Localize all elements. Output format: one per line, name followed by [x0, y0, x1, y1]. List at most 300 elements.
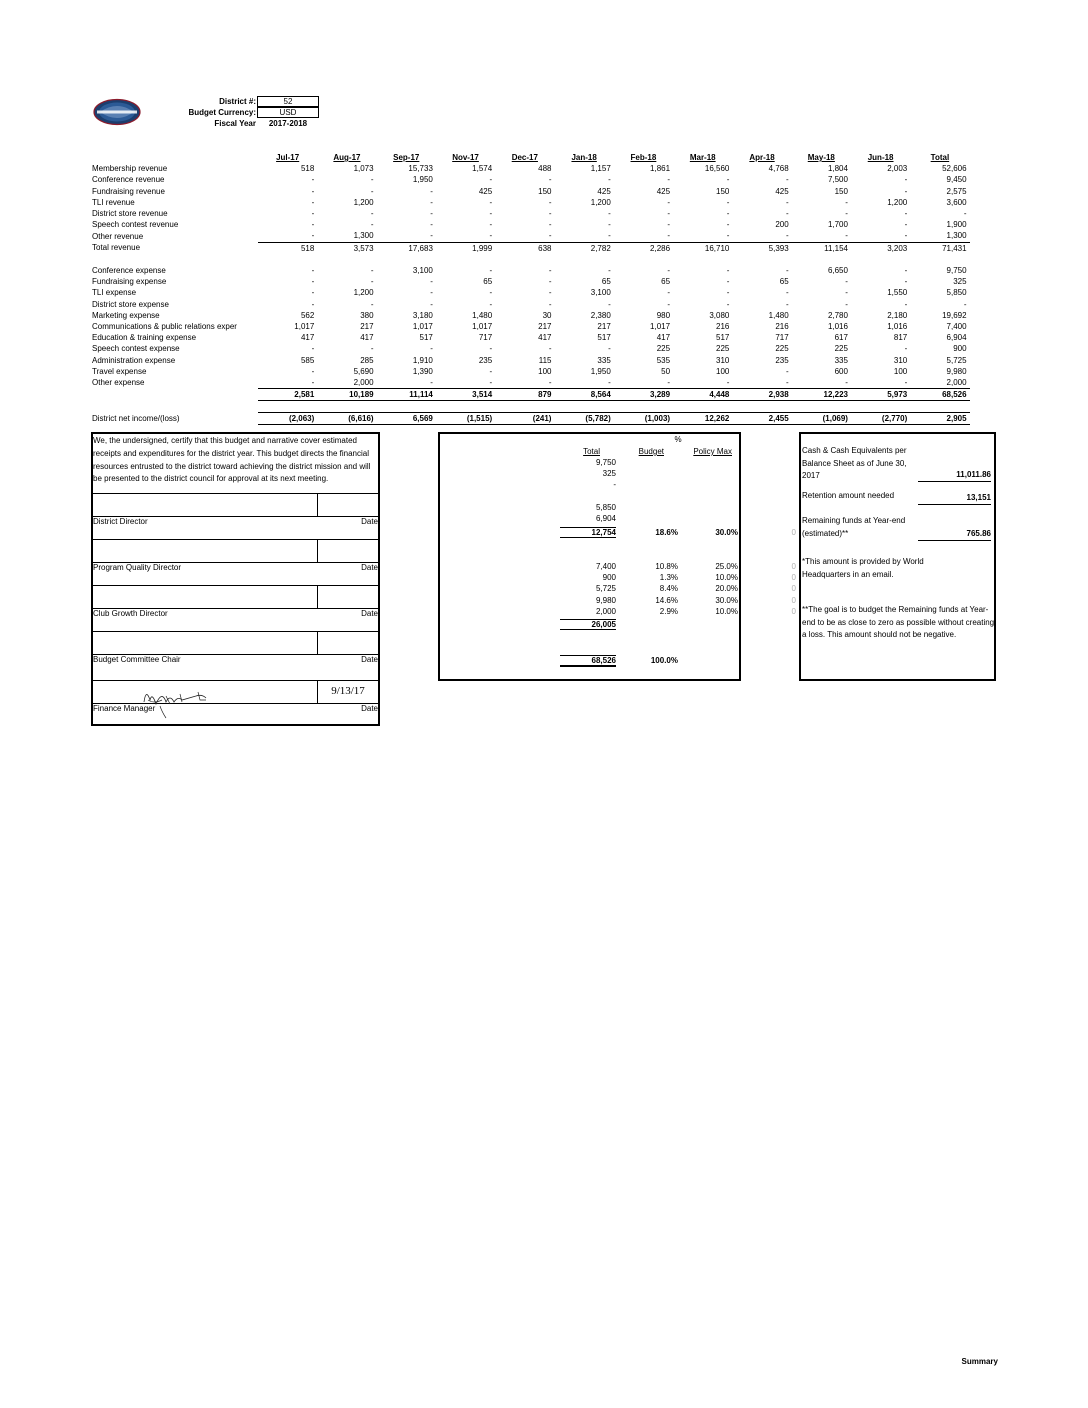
column-header [851, 152, 910, 163]
cell-value: - [489, 209, 493, 219]
cell-value: 2,905 [910, 412, 969, 424]
policy-top-value: 9,750 [595, 458, 616, 467]
date-divider [317, 681, 318, 703]
column-header-text: Jun-18 [867, 153, 894, 162]
cell-value [317, 401, 376, 412]
cell-value: - [726, 266, 730, 276]
toastmasters-logo [92, 98, 142, 126]
cell-value: 16,560 [704, 164, 730, 174]
cell-value: 425 [478, 186, 493, 196]
date-label: Date [361, 704, 378, 713]
cell-value: 115 [538, 355, 552, 365]
cell-value: 1,950 [412, 175, 433, 185]
cell-value: - [667, 299, 671, 309]
cell-value: - [667, 197, 671, 207]
policy-col-total: Total [583, 447, 600, 456]
cell-value: 65 [661, 277, 671, 287]
policy-group2-total: 7,400 [595, 562, 616, 571]
cell-value: 425 [656, 186, 671, 196]
cell-value: 425 [775, 186, 789, 196]
row-label: Membership revenue [92, 164, 168, 174]
policy-group2-policy: 20.0% [715, 584, 738, 594]
cell-value: 817 [893, 333, 908, 343]
policy-group2-total: 900 [602, 573, 616, 583]
row-label: District store revenue [92, 209, 168, 219]
cell-value: - [548, 220, 552, 230]
cell-value: 4,768 [768, 164, 789, 174]
policy-group2-budget: 8.4% [659, 584, 678, 594]
cell-value [910, 401, 969, 412]
signature-field[interactable] [92, 539, 379, 563]
cell-value: 562 [300, 310, 315, 320]
column-header [495, 152, 554, 163]
cell-value: 517 [716, 333, 730, 343]
cell-value: 488 [538, 164, 552, 174]
cell-value: 1,574 [472, 164, 493, 174]
signer-role: Budget Committee Chair [93, 655, 181, 664]
column-header [732, 152, 791, 163]
cell-value: 19,692 [942, 310, 967, 320]
column-header [614, 152, 673, 163]
cell-value [732, 254, 791, 265]
cell-value: - [311, 209, 315, 219]
cell-value: 1,200 [353, 197, 374, 207]
cell-value: - [430, 231, 433, 241]
cell-value: 2,780 [827, 310, 848, 320]
cell-value [377, 401, 436, 412]
signer-role: Program Quality Director [93, 563, 182, 572]
district-label: District #: [219, 97, 256, 106]
cell-value: 65 [601, 277, 611, 287]
cell-value: 200 [775, 220, 789, 230]
cell-value: 2,938 [732, 389, 791, 401]
cell-value: 517 [419, 333, 433, 343]
cell-value: 1,157 [590, 164, 611, 174]
cell-value: 310 [716, 355, 730, 365]
cash-note-2: **The goal is to budget the Remaining funds at Year-end to be as close to zero as possible without creating a loss. This amount should not be negative. [802, 605, 995, 640]
cell-value [554, 254, 613, 265]
cell-value: 9,980 [946, 366, 967, 376]
signer-role: Finance Manager [93, 704, 156, 713]
cell-value: - [370, 299, 374, 309]
cell-value [673, 401, 732, 412]
policy-group2-policy: 10.0% [715, 606, 738, 616]
policy-flag: 0 [791, 584, 796, 594]
cell-value: 2,286 [614, 242, 673, 254]
expense-row [92, 265, 970, 276]
cell-value: - [430, 209, 433, 219]
cell-value: 68,526 [910, 389, 969, 401]
cell-value: 425 [597, 186, 611, 196]
district-value[interactable]: 52 [257, 96, 319, 107]
column-header [377, 152, 436, 163]
policy-group2-budget: 1.3% [659, 573, 678, 583]
cell-value: 150 [538, 186, 552, 196]
cell-value: 225 [834, 344, 848, 354]
cell-value: 235 [478, 355, 493, 365]
row-label: Fundraising expense [92, 277, 167, 287]
row-label: Fundraising revenue [92, 186, 165, 196]
cell-value: 2,380 [590, 310, 611, 320]
cell-value: - [430, 299, 433, 309]
policy-group1-value: 5,850 [595, 503, 616, 512]
cell-value: 12,262 [673, 412, 732, 424]
cell-value: - [370, 277, 374, 287]
cell-value: 5,725 [946, 355, 967, 365]
revenue-row [92, 208, 970, 219]
row-label: Total revenue [92, 243, 141, 253]
cell-value: 900 [953, 344, 967, 354]
cell-value: 1,016 [887, 322, 908, 332]
currency-label: Budget Currency: [188, 108, 256, 117]
signature-field[interactable] [92, 585, 379, 609]
cell-value: - [608, 231, 611, 241]
cell-value: 100 [538, 366, 552, 376]
cell-value: 1,804 [827, 164, 848, 174]
cell-value: - [548, 299, 552, 309]
cell-value: 617 [834, 333, 848, 343]
cell-value: - [489, 299, 493, 309]
cell-value: 535 [656, 355, 671, 365]
cell-value: - [667, 266, 671, 276]
row-label: Education & training expense [92, 333, 197, 343]
expense-row [92, 377, 970, 389]
cell-value: - [370, 209, 374, 219]
cell-value [495, 401, 554, 412]
column-header-text: Jul-17 [276, 153, 300, 162]
cell-value: - [430, 220, 433, 230]
cell-value: 3,100 [412, 266, 433, 276]
column-header-text: Feb-18 [630, 153, 657, 162]
cell-value: - [311, 197, 315, 207]
cell-value: - [311, 220, 315, 230]
cell-value: 1,950 [590, 366, 611, 376]
signature-date-value[interactable]: 9/13/17 [331, 685, 365, 697]
cell-value: - [904, 299, 908, 309]
cell-value: 9,450 [946, 175, 967, 185]
column-header-text: Dec-17 [511, 153, 538, 162]
cell-value: 1,016 [827, 322, 848, 332]
cell-value: (241) [495, 412, 554, 424]
cell-value: (1,003) [614, 412, 673, 424]
cell-value: - [548, 277, 552, 287]
cell-value: - [311, 299, 315, 309]
budget-table [92, 152, 970, 425]
cell-value: 9,750 [946, 266, 967, 276]
cell-value: 518 [258, 242, 317, 254]
cell-value: - [667, 378, 671, 388]
cell-value [317, 254, 376, 265]
cell-value: (2,770) [851, 412, 910, 424]
cell-value: - [548, 344, 552, 354]
signature-image [136, 682, 216, 720]
column-header-text: May-18 [807, 153, 835, 162]
cell-value: 1,073 [353, 164, 374, 174]
cell-value: 52,606 [942, 164, 967, 174]
policy-group2-total: 5,725 [595, 584, 616, 594]
cell-value: 6,904 [946, 333, 967, 343]
signature-field[interactable] [92, 493, 379, 517]
policy-flag: 0 [791, 606, 796, 616]
expense-row [92, 343, 970, 354]
cell-value: - [370, 266, 374, 276]
cell-value: - [786, 231, 789, 241]
cell-value: 7,400 [946, 322, 967, 332]
cell-value: 217 [538, 322, 552, 332]
cell-value: 150 [716, 186, 730, 196]
cell-value: - [548, 266, 552, 276]
cell-value: - [370, 186, 374, 196]
cell-value [851, 401, 910, 412]
cell-value: 1,900 [946, 220, 967, 230]
cell-value: 335 [834, 355, 848, 365]
cell-value: 1,999 [436, 242, 495, 254]
cell-value: 17,683 [377, 242, 436, 254]
cell-value: - [845, 299, 848, 309]
cell-value: - [608, 175, 611, 185]
cell-value [258, 401, 317, 412]
cell-value: - [489, 175, 493, 185]
cell-value: 11,114 [377, 389, 436, 401]
column-header [554, 152, 613, 163]
cell-value: - [904, 209, 908, 219]
cell-value: 2,003 [887, 164, 908, 174]
policy-pct-header: % [674, 435, 682, 444]
row-label [92, 389, 258, 401]
cell-value: 1,200 [353, 288, 374, 298]
cell-value: 225 [716, 344, 730, 354]
cell-value: (1,515) [436, 412, 495, 424]
row-label: District store expense [92, 299, 169, 309]
cell-value: 217 [597, 322, 611, 332]
cell-value: 1,017 [294, 322, 315, 332]
row-label: Marketing expense [92, 310, 160, 320]
cell-value: - [904, 266, 908, 276]
cell-value: - [608, 344, 611, 354]
cell-value: 325 [953, 277, 967, 287]
expense-row [92, 287, 970, 298]
cell-value: 4,448 [673, 389, 732, 401]
cell-value: 100 [716, 366, 730, 376]
cell-value: - [726, 288, 730, 298]
cell-value [436, 254, 495, 265]
cell-value: - [370, 220, 374, 230]
row-label: TLI revenue [92, 197, 135, 207]
cell-value [910, 254, 969, 265]
cell-value: - [726, 231, 730, 241]
cell-value: - [904, 277, 908, 287]
cell-value: 3,180 [412, 310, 433, 320]
cell-value: - [786, 197, 789, 207]
cell-value: - [311, 344, 315, 354]
policy-group1-total: 12,754 [560, 527, 616, 538]
cell-value: - [726, 277, 730, 287]
cell-value: - [786, 175, 789, 185]
cell-value: (1,069) [792, 412, 851, 424]
cell-value: 8,564 [554, 389, 613, 401]
expense-row [92, 299, 970, 310]
cell-value: - [489, 366, 493, 376]
cell-value: 15,733 [408, 164, 433, 174]
cell-value: (5,782) [554, 412, 613, 424]
policy-group2-total: 2,000 [595, 606, 616, 616]
row-label: TLI expense [92, 288, 137, 298]
sheet-name: Summary [961, 1357, 998, 1366]
cell-value: 3,203 [851, 242, 910, 254]
cell-value: 1,700 [827, 220, 848, 230]
cell-value: - [489, 378, 493, 388]
cell-value: - [786, 288, 789, 298]
policy-col-policy: Policy Max [693, 447, 732, 456]
cell-value: - [430, 186, 433, 196]
cell-value: - [489, 288, 493, 298]
cell-value: - [548, 197, 552, 207]
cell-value: - [963, 209, 967, 219]
signature-field[interactable] [92, 631, 379, 655]
cell-value: - [904, 344, 908, 354]
cell-value: - [311, 277, 315, 287]
date-divider [317, 494, 318, 516]
cell-value: 638 [495, 242, 554, 254]
cell-value: - [608, 220, 611, 230]
cell-value: 980 [656, 310, 671, 320]
revenue-row [92, 163, 970, 174]
cell-value [495, 254, 554, 265]
cell-value [377, 254, 436, 265]
revenue-row [92, 219, 970, 230]
spacer-row [92, 401, 970, 412]
row-label: Conference expense [92, 266, 166, 276]
row-label: Other revenue [92, 231, 144, 241]
cell-value: - [608, 378, 611, 388]
fiscal-year-label: Fiscal Year [214, 119, 256, 128]
column-header-text: Sep-17 [393, 153, 420, 162]
date-divider [317, 632, 318, 654]
cell-value: 600 [834, 366, 848, 376]
cell-value: 2,180 [887, 310, 908, 320]
policy-grand-pct: 100.0% [650, 656, 678, 665]
cell-value: 16,710 [673, 242, 732, 254]
cell-value: 518 [300, 164, 315, 174]
cell-value [614, 254, 673, 265]
cell-value: 3,600 [946, 197, 967, 207]
cell-value: - [786, 266, 789, 276]
cell-value: 3,080 [709, 310, 730, 320]
cell-value: 1,480 [472, 310, 493, 320]
cell-value: - [667, 288, 671, 298]
cell-value [436, 401, 495, 412]
cell-value: - [845, 378, 848, 388]
cell-value: 1,017 [472, 322, 493, 332]
cell-value: - [845, 197, 848, 207]
expense-row [92, 310, 970, 321]
policy-group2-budget: 2.9% [659, 606, 678, 616]
column-header [910, 152, 969, 163]
column-header [258, 152, 317, 163]
cell-value [732, 401, 791, 412]
cell-value: 1,390 [412, 366, 433, 376]
fiscal-year-value: 2017-2018 [268, 119, 308, 128]
date-divider [317, 586, 318, 608]
cash-note-1: *This amount is provided by World Headquarters in an email. [802, 557, 924, 579]
cell-value: 30 [542, 310, 552, 320]
cell-value: - [430, 277, 433, 287]
cell-value: 71,431 [910, 242, 969, 254]
policy-top-value: 325 [602, 469, 616, 479]
cell-value: 7,500 [827, 175, 848, 185]
column-header [673, 152, 732, 163]
cell-value: (6,616) [317, 412, 376, 424]
cell-value: - [430, 378, 433, 388]
cell-value: 1,480 [768, 310, 789, 320]
cell-value: - [311, 186, 315, 196]
cell-value: - [608, 299, 611, 309]
date-divider [317, 540, 318, 562]
cell-value: - [489, 220, 493, 230]
row-label: Administration expense [92, 355, 176, 365]
total-revenue-row [92, 242, 970, 254]
policy-group2-total: 9,980 [595, 595, 616, 605]
row-label: District net income/(loss) [92, 413, 180, 423]
policy-group1-value: 6,904 [595, 514, 616, 524]
cell-value: - [548, 175, 552, 185]
cell-value: 517 [597, 333, 611, 343]
policy-flag: 0 [791, 562, 796, 571]
cell-value: - [489, 344, 493, 354]
cell-value: 1,017 [412, 322, 433, 332]
policy-flag: 0 [791, 528, 796, 537]
revenue-row [92, 174, 970, 185]
cell-value: - [904, 378, 908, 388]
cell-value: 1,200 [887, 197, 908, 207]
cell-value: - [667, 220, 671, 230]
cell-value: 285 [360, 355, 374, 365]
cell-value: - [904, 175, 908, 185]
policy-group1-policy: 30.0% [715, 528, 738, 537]
cell-value: 6,569 [377, 412, 436, 424]
revenue-row [92, 186, 970, 197]
cell-value: 1,200 [590, 197, 611, 207]
signer-role: District Director [93, 517, 148, 526]
cell-value: 65 [483, 277, 493, 287]
expense-row [92, 332, 970, 343]
cell-value: 1,300 [353, 231, 374, 241]
cell-value: - [904, 231, 908, 241]
currency-value[interactable]: USD [257, 107, 319, 118]
cell-value: 417 [656, 333, 671, 343]
net-income-row [92, 412, 970, 424]
cell-value [258, 254, 317, 265]
cell-value: 5,393 [732, 242, 791, 254]
signature-row [92, 585, 379, 619]
cell-value: - [311, 266, 315, 276]
cash-value: 11,011.86 [918, 469, 991, 482]
cell-value: 225 [656, 344, 671, 354]
cell-value: - [726, 175, 730, 185]
cell-value: - [311, 231, 315, 241]
cash-label: Cash & Cash Equivalents per Balance Sheet as of June 30, 2017 [802, 446, 907, 481]
cell-value: - [608, 209, 611, 219]
cell-value: 717 [478, 333, 493, 343]
cell-value: - [667, 175, 671, 185]
cell-value: 50 [661, 366, 671, 376]
date-label: Date [361, 517, 378, 526]
cell-value: - [786, 366, 789, 376]
date-label: Date [361, 655, 378, 664]
cell-value: - [726, 209, 730, 219]
cell-value: 2,000 [946, 378, 967, 388]
cell-value: 216 [716, 322, 730, 332]
